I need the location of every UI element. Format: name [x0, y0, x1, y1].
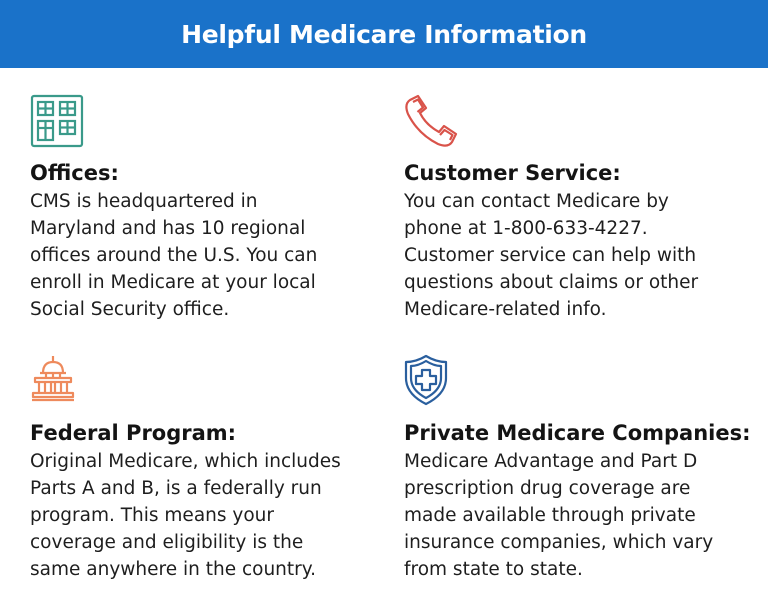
card-body-line: program. This means your: [30, 505, 274, 526]
capitol-building-icon: [30, 354, 86, 410]
card-body-line: Social Security office.: [30, 299, 230, 320]
info-card-customer-service: [404, 94, 754, 323]
card-body-line: coverage and eligibility is the: [30, 532, 304, 553]
card-body-line: CMS is headquartered in: [30, 191, 258, 212]
card-body-line: Original Medicare, which includes: [30, 451, 341, 472]
card-body: [30, 448, 375, 583]
card-body-line: from state to state.: [404, 559, 583, 580]
card-body-line: Customer service can help with: [404, 245, 697, 266]
card-body: [30, 188, 380, 323]
card-body: [404, 188, 754, 323]
building-icon: [30, 94, 86, 150]
card-title: Federal Program:: [30, 421, 237, 445]
card-body-line: questions about claims or other: [404, 272, 699, 293]
card-body-line: You can contact Medicare by: [404, 191, 669, 212]
phone-icon: [404, 94, 460, 150]
card-body-line: Medicare-related info.: [404, 299, 607, 320]
card-body-line: prescription drug coverage are: [404, 478, 691, 499]
card-body-line: phone at 1-800-633-4227.: [404, 218, 648, 239]
card-body-line: insurance companies, which vary: [404, 532, 714, 553]
card-title: Private Medicare Companies:: [404, 421, 751, 445]
card-body-line: Medicare Advantage and Part D: [404, 451, 698, 472]
card-body: [404, 448, 764, 583]
card-body-line: same anywhere in the country.: [30, 559, 316, 580]
page-title: Helpful Medicare Information: [181, 19, 587, 49]
card-title: Offices:: [30, 161, 119, 185]
info-card-offices: [30, 94, 380, 323]
card-body-line: Parts A and B, is a federally run: [30, 478, 322, 499]
card-body-line: offices around the U.S. You can: [30, 245, 318, 266]
card-body-line: Maryland and has 10 regional: [30, 218, 306, 239]
shield-plus-icon: [404, 354, 460, 410]
card-title: Customer Service:: [404, 161, 621, 185]
card-body-line: enroll in Medicare at your local: [30, 272, 316, 293]
info-card-federal-program: [30, 354, 375, 583]
card-body-line: made available through private: [404, 505, 696, 526]
header-banner: [0, 0, 768, 68]
info-card-private-companies: [404, 354, 764, 583]
